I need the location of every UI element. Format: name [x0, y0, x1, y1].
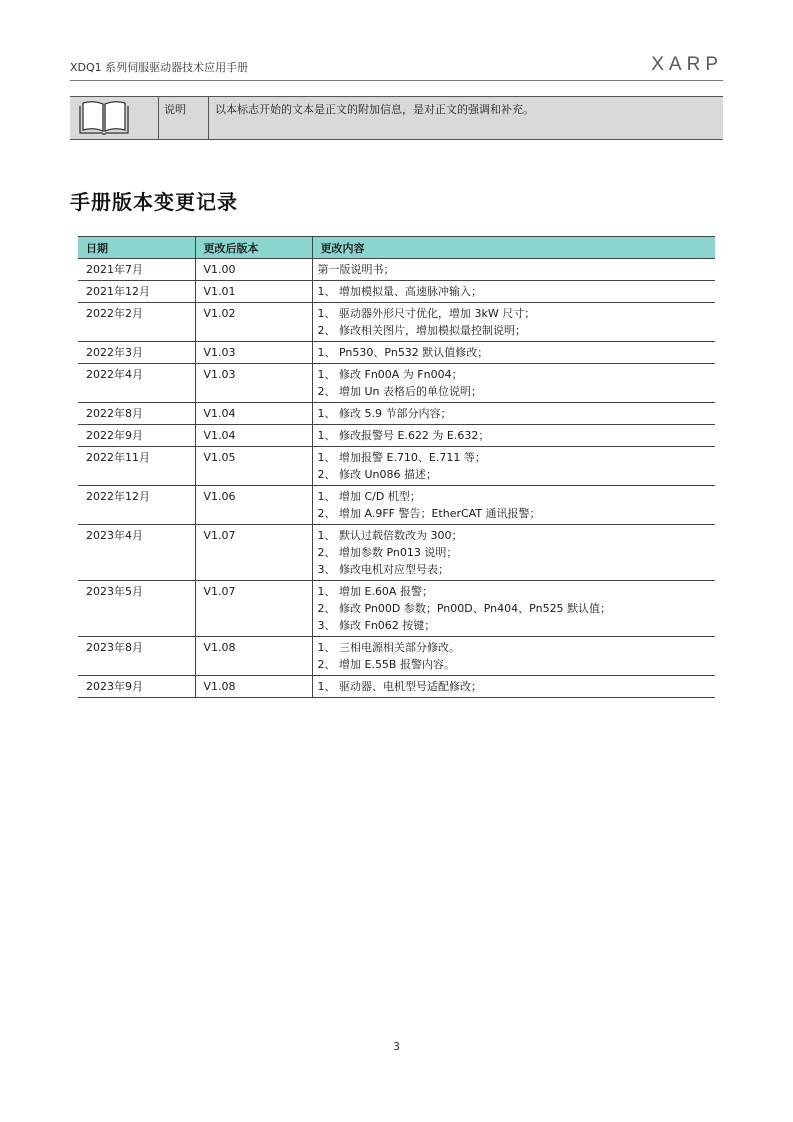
table-row — [78, 303, 715, 342]
cell-changes — [312, 403, 715, 425]
change-line: 2、 修改 Un086 描述； — [317, 468, 438, 481]
table-row — [78, 486, 715, 525]
note-text: 以本标志开始的文本是正文的附加信息，是对正文的强调和补充。 — [215, 103, 534, 116]
change-line: 1、 三相电源相关部分修改。 — [317, 641, 460, 654]
change-line: 第一版说明书； — [317, 263, 395, 276]
document-title: XDQ1 系列伺服驱动器技术应用手册 — [70, 61, 249, 74]
cell-date: 2022年11月 — [78, 447, 195, 486]
table-row — [78, 403, 715, 425]
change-line: 2、 修改 Pn00D 参数；Pn00D、Pn404、Pn525 默认值； — [317, 602, 612, 615]
page-number: 3 — [393, 1040, 400, 1053]
cell-version: V1.08 — [195, 637, 312, 676]
change-line: 2、 增加 Un 表格后的单位说明； — [317, 385, 483, 398]
header-changes: 更改内容 — [312, 237, 715, 259]
cell-version: V1.05 — [195, 447, 312, 486]
note-label: 说明 — [164, 103, 186, 116]
cell-date: 2022年9月 — [78, 425, 195, 447]
revision-table — [78, 236, 715, 698]
cell-changes — [312, 259, 715, 281]
change-line: 3、 修改 Fn062 按键； — [317, 619, 436, 632]
cell-date: 2022年2月 — [78, 303, 195, 342]
cell-version: V1.06 — [195, 486, 312, 525]
cell-version: V1.01 — [195, 281, 312, 303]
cell-changes — [312, 637, 715, 676]
section-title: 手册版本变更记录 — [70, 190, 238, 214]
table-row — [78, 425, 715, 447]
header-version: 更改后版本 — [195, 237, 312, 259]
cell-version: V1.04 — [195, 425, 312, 447]
cell-version: V1.02 — [195, 303, 312, 342]
cell-version: V1.04 — [195, 403, 312, 425]
table-row — [78, 447, 715, 486]
table-row — [78, 281, 715, 303]
cell-date: 2022年4月 — [78, 364, 195, 403]
cell-changes — [312, 676, 715, 698]
cell-changes — [312, 364, 715, 403]
change-line: 1、 修改 5.9 节部分内容； — [317, 407, 452, 420]
cell-changes — [312, 281, 715, 303]
table-row — [78, 364, 715, 403]
cell-date: 2022年12月 — [78, 486, 195, 525]
cell-date: 2022年3月 — [78, 342, 195, 364]
change-line: 2、 增加参数 Pn013 说明； — [317, 546, 458, 559]
cell-version: V1.03 — [195, 342, 312, 364]
cell-version: V1.07 — [195, 581, 312, 637]
cell-changes — [312, 447, 715, 486]
change-line: 3、 修改电机对应型号表； — [317, 563, 449, 576]
change-line: 1、 增加模拟量、高速脉冲输入； — [317, 285, 482, 298]
change-line: 1、 增加 C/D 机型； — [317, 490, 421, 503]
cell-date: 2021年12月 — [78, 281, 195, 303]
note-label-cell — [159, 97, 209, 139]
cell-version: V1.08 — [195, 676, 312, 698]
book-icon — [77, 100, 131, 136]
change-line: 1、 增加 E.60A 报警； — [317, 585, 433, 598]
cell-version: V1.03 — [195, 364, 312, 403]
change-line: 2、 增加 A.9FF 警告；EtherCAT 通讯报警； — [317, 507, 541, 520]
note-box — [70, 96, 723, 140]
change-line: 2、 修改相关图片，增加模拟量控制说明； — [317, 324, 526, 337]
header-date: 日期 — [78, 237, 195, 259]
cell-date: 2022年8月 — [78, 403, 195, 425]
cell-date: 2023年8月 — [78, 637, 195, 676]
cell-date: 2021年7月 — [78, 259, 195, 281]
table-header-row — [78, 237, 715, 259]
table-row — [78, 525, 715, 581]
brand-logo: XARP — [651, 54, 723, 75]
cell-changes — [312, 342, 715, 364]
cell-changes — [312, 425, 715, 447]
change-line: 1、 默认过载倍数改为 300； — [317, 529, 463, 542]
cell-changes — [312, 303, 715, 342]
change-line: 1、 驱动器、电机型号适配修改； — [317, 680, 482, 693]
table-row — [78, 342, 715, 364]
cell-changes — [312, 581, 715, 637]
page-header — [70, 54, 723, 81]
cell-changes — [312, 525, 715, 581]
change-line: 1、 Pn530、Pn532 默认值修改； — [317, 346, 489, 359]
cell-changes — [312, 486, 715, 525]
table-row — [78, 581, 715, 637]
table-row — [78, 676, 715, 698]
table-row — [78, 259, 715, 281]
cell-version: V1.07 — [195, 525, 312, 581]
table-row — [78, 637, 715, 676]
cell-date: 2023年9月 — [78, 676, 195, 698]
cell-date: 2023年4月 — [78, 525, 195, 581]
change-line: 1、 增加报警 E.710、E.711 等； — [317, 451, 486, 464]
change-line: 1、 修改 Fn00A 为 Fn004； — [317, 368, 463, 381]
change-line: 1、 驱动器外形尺寸优化，增加 3kW 尺寸； — [317, 307, 536, 320]
change-line: 2、 增加 E.55B 报警内容。 — [317, 658, 455, 671]
note-icon-cell — [70, 97, 159, 139]
change-line: 1、 修改报警号 E.622 为 E.632； — [317, 429, 490, 442]
cell-date: 2023年5月 — [78, 581, 195, 637]
cell-version: V1.00 — [195, 259, 312, 281]
